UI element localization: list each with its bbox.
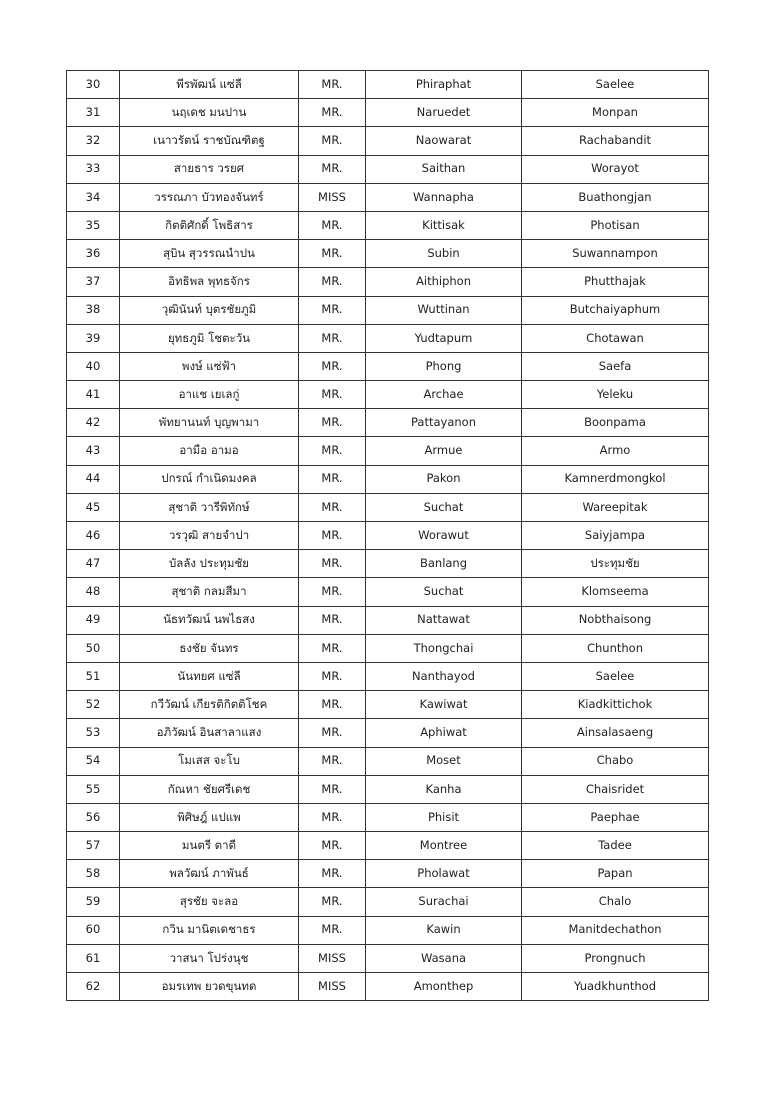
table-row	[67, 803, 709, 831]
thai-name-cell: สุชาติ วารีพิทักษ์	[120, 493, 299, 521]
table-row	[67, 127, 709, 155]
title-prefix-cell: MISS	[299, 944, 366, 972]
first-name-cell: Banlang	[366, 550, 522, 578]
last-name-cell: Suwannampon	[522, 240, 709, 268]
thai-name-cell: บัลลัง ประทุมชัย	[120, 550, 299, 578]
first-name-cell: Kawin	[366, 916, 522, 944]
thai-name-cell: นัธทวัฒน์ นพไธสง	[120, 606, 299, 634]
table-row	[67, 71, 709, 99]
row-number-cell: 38	[67, 296, 120, 324]
first-name-cell: Kanha	[366, 775, 522, 803]
first-name-cell: Phong	[366, 352, 522, 380]
title-prefix-cell: MR.	[299, 747, 366, 775]
first-name-cell: Wasana	[366, 944, 522, 972]
thai-name-cell: มนตรี ตาดี	[120, 832, 299, 860]
last-name-cell: Wareepitak	[522, 493, 709, 521]
last-name-cell: Buathongjan	[522, 183, 709, 211]
last-name-cell: Rachabandit	[522, 127, 709, 155]
last-name-cell: Ainsalasaeng	[522, 719, 709, 747]
table-row	[67, 409, 709, 437]
first-name-cell: Naowarat	[366, 127, 522, 155]
table-row	[67, 944, 709, 972]
last-name-cell: Kamnerdmongkol	[522, 465, 709, 493]
last-name-cell: Klomseema	[522, 578, 709, 606]
row-number-cell: 50	[67, 634, 120, 662]
title-prefix-cell: MISS	[299, 183, 366, 211]
row-number-cell: 31	[67, 99, 120, 127]
row-number-cell: 41	[67, 381, 120, 409]
table-row	[67, 973, 709, 1001]
last-name-cell: Chalo	[522, 888, 709, 916]
thai-name-cell: สายธาร วรยศ	[120, 155, 299, 183]
title-prefix-cell: MR.	[299, 578, 366, 606]
table-row	[67, 832, 709, 860]
row-number-cell: 36	[67, 240, 120, 268]
thai-name-cell: วาสนา โปร่งนุช	[120, 944, 299, 972]
title-prefix-cell: MR.	[299, 71, 366, 99]
name-list-table	[66, 70, 709, 1001]
row-number-cell: 40	[67, 352, 120, 380]
first-name-cell: Suchat	[366, 493, 522, 521]
first-name-cell: Thongchai	[366, 634, 522, 662]
row-number-cell: 62	[67, 973, 120, 1001]
table-row	[67, 747, 709, 775]
row-number-cell: 52	[67, 691, 120, 719]
title-prefix-cell: MR.	[299, 719, 366, 747]
title-prefix-cell: MR.	[299, 99, 366, 127]
table-row	[67, 578, 709, 606]
thai-name-cell: อามือ อามอ	[120, 437, 299, 465]
title-prefix-cell: MR.	[299, 522, 366, 550]
first-name-cell: Nanthayod	[366, 662, 522, 690]
last-name-cell: Yeleku	[522, 381, 709, 409]
thai-name-cell: โมเสส จะโบ	[120, 747, 299, 775]
title-prefix-cell: MR.	[299, 268, 366, 296]
last-name-cell: Papan	[522, 860, 709, 888]
first-name-cell: Suchat	[366, 578, 522, 606]
table-row	[67, 916, 709, 944]
table-row	[67, 634, 709, 662]
last-name-cell: Worayot	[522, 155, 709, 183]
table-row	[67, 99, 709, 127]
first-name-cell: Pakon	[366, 465, 522, 493]
table-row	[67, 183, 709, 211]
table-row	[67, 268, 709, 296]
last-name-cell: Armo	[522, 437, 709, 465]
first-name-cell: Montree	[366, 832, 522, 860]
title-prefix-cell: MR.	[299, 493, 366, 521]
first-name-cell: Wuttinan	[366, 296, 522, 324]
table-row	[67, 662, 709, 690]
thai-name-cell: สุชาติ กลมสีมา	[120, 578, 299, 606]
last-name-cell: Monpan	[522, 99, 709, 127]
thai-name-cell: สุรชัย จะลอ	[120, 888, 299, 916]
first-name-cell: Surachai	[366, 888, 522, 916]
title-prefix-cell: MR.	[299, 437, 366, 465]
table-row	[67, 606, 709, 634]
title-prefix-cell: MR.	[299, 324, 366, 352]
row-number-cell: 53	[67, 719, 120, 747]
last-name-cell: Nobthaisong	[522, 606, 709, 634]
row-number-cell: 34	[67, 183, 120, 211]
thai-name-cell: ปกรณ์ กำเนิดมงคล	[120, 465, 299, 493]
table-row	[67, 550, 709, 578]
thai-name-cell: กวีวัฒน์ เกียรติกิตติโชค	[120, 691, 299, 719]
title-prefix-cell: MR.	[299, 888, 366, 916]
thai-name-cell: พัทยานนท์ บุญพามา	[120, 409, 299, 437]
title-prefix-cell: MR.	[299, 634, 366, 662]
first-name-cell: Kawiwat	[366, 691, 522, 719]
last-name-cell: Manitdechathon	[522, 916, 709, 944]
thai-name-cell: พงษ์ แซ่ฟ้า	[120, 352, 299, 380]
table-row	[67, 296, 709, 324]
title-prefix-cell: MR.	[299, 916, 366, 944]
first-name-cell: Aithiphon	[366, 268, 522, 296]
last-name-cell: Chunthon	[522, 634, 709, 662]
first-name-cell: Archae	[366, 381, 522, 409]
row-number-cell: 44	[67, 465, 120, 493]
thai-name-cell: พลวัฒน์ ภาพันธ์	[120, 860, 299, 888]
last-name-cell: Kiadkittichok	[522, 691, 709, 719]
row-number-cell: 58	[67, 860, 120, 888]
row-number-cell: 59	[67, 888, 120, 916]
table-row	[67, 352, 709, 380]
title-prefix-cell: MR.	[299, 211, 366, 239]
title-prefix-cell: MR.	[299, 409, 366, 437]
row-number-cell: 39	[67, 324, 120, 352]
row-number-cell: 48	[67, 578, 120, 606]
table-row	[67, 775, 709, 803]
first-name-cell: Wannapha	[366, 183, 522, 211]
row-number-cell: 42	[67, 409, 120, 437]
thai-name-cell: กวิน มานิตเดชาธร	[120, 916, 299, 944]
row-number-cell: 32	[67, 127, 120, 155]
table-row	[67, 493, 709, 521]
thai-name-cell: อิทธิพล พุทธจักร	[120, 268, 299, 296]
thai-name-cell: อภิวัฒน์ อินสาลาแสง	[120, 719, 299, 747]
table-row	[67, 381, 709, 409]
row-number-cell: 47	[67, 550, 120, 578]
title-prefix-cell: MR.	[299, 381, 366, 409]
last-name-cell: Yuadkhunthod	[522, 973, 709, 1001]
title-prefix-cell: MR.	[299, 127, 366, 155]
last-name-cell: Saiyjampa	[522, 522, 709, 550]
row-number-cell: 30	[67, 71, 120, 99]
first-name-cell: Saithan	[366, 155, 522, 183]
row-number-cell: 55	[67, 775, 120, 803]
title-prefix-cell: MR.	[299, 352, 366, 380]
last-name-cell: Phutthajak	[522, 268, 709, 296]
last-name-cell: Saelee	[522, 662, 709, 690]
first-name-cell: Moset	[366, 747, 522, 775]
row-number-cell: 56	[67, 803, 120, 831]
first-name-cell: Worawut	[366, 522, 522, 550]
table-row	[67, 211, 709, 239]
last-name-cell: Boonpama	[522, 409, 709, 437]
title-prefix-cell: MR.	[299, 550, 366, 578]
last-name-cell: Butchaiyaphum	[522, 296, 709, 324]
row-number-cell: 57	[67, 832, 120, 860]
table-row	[67, 522, 709, 550]
table-row	[67, 465, 709, 493]
last-name-cell: Photisan	[522, 211, 709, 239]
thai-name-cell: ธงชัย จันทร	[120, 634, 299, 662]
row-number-cell: 60	[67, 916, 120, 944]
last-name-cell: Tadee	[522, 832, 709, 860]
last-name-cell: Prongnuch	[522, 944, 709, 972]
thai-name-cell: นันทยศ แซ่ลี	[120, 662, 299, 690]
thai-name-cell: อมรเทพ ยวดขุนทด	[120, 973, 299, 1001]
first-name-cell: Pattayanon	[366, 409, 522, 437]
table-row	[67, 437, 709, 465]
first-name-cell: Subin	[366, 240, 522, 268]
thai-name-cell: กิตติศักดิ์ โพธิสาร	[120, 211, 299, 239]
title-prefix-cell: MR.	[299, 860, 366, 888]
table-row	[67, 240, 709, 268]
first-name-cell: Pholawat	[366, 860, 522, 888]
last-name-cell: Chaisridet	[522, 775, 709, 803]
title-prefix-cell: MR.	[299, 803, 366, 831]
thai-name-cell: วรวุฒิ สายจำปา	[120, 522, 299, 550]
row-number-cell: 33	[67, 155, 120, 183]
last-name-cell: Saefa	[522, 352, 709, 380]
table-body	[67, 71, 709, 1001]
last-name-cell: Chotawan	[522, 324, 709, 352]
thai-name-cell: พิศิษฎ์ แปแพ	[120, 803, 299, 831]
table-row	[67, 691, 709, 719]
title-prefix-cell: MR.	[299, 155, 366, 183]
title-prefix-cell: MR.	[299, 606, 366, 634]
title-prefix-cell: MR.	[299, 832, 366, 860]
first-name-cell: Kittisak	[366, 211, 522, 239]
row-number-cell: 35	[67, 211, 120, 239]
last-name-cell: Paephae	[522, 803, 709, 831]
thai-name-cell: อาแช เยเลกู่	[120, 381, 299, 409]
thai-name-cell: เนาวรัตน์ ราชบัณฑิตฐ	[120, 127, 299, 155]
row-number-cell: 49	[67, 606, 120, 634]
table-row	[67, 324, 709, 352]
thai-name-cell: กัณหา ชัยศรีเดช	[120, 775, 299, 803]
thai-name-cell: นฤเดช มนปาน	[120, 99, 299, 127]
table-row	[67, 719, 709, 747]
title-prefix-cell: MISS	[299, 973, 366, 1001]
row-number-cell: 54	[67, 747, 120, 775]
title-prefix-cell: MR.	[299, 296, 366, 324]
row-number-cell: 61	[67, 944, 120, 972]
first-name-cell: Naruedet	[366, 99, 522, 127]
title-prefix-cell: MR.	[299, 240, 366, 268]
title-prefix-cell: MR.	[299, 691, 366, 719]
first-name-cell: Phiraphat	[366, 71, 522, 99]
row-number-cell: 37	[67, 268, 120, 296]
thai-name-cell: วรรณภา บัวทองจันทร์	[120, 183, 299, 211]
row-number-cell: 45	[67, 493, 120, 521]
thai-name-cell: สุบิน สุวรรณนำปน	[120, 240, 299, 268]
thai-name-cell: วุฒินันท์ บุตรชัยภูมิ	[120, 296, 299, 324]
title-prefix-cell: MR.	[299, 465, 366, 493]
last-name-cell: Chabo	[522, 747, 709, 775]
first-name-cell: Aphiwat	[366, 719, 522, 747]
table-row	[67, 860, 709, 888]
first-name-cell: Nattawat	[366, 606, 522, 634]
first-name-cell: Armue	[366, 437, 522, 465]
first-name-cell: Amonthep	[366, 973, 522, 1001]
first-name-cell: Yudtapum	[366, 324, 522, 352]
first-name-cell: Phisit	[366, 803, 522, 831]
thai-name-cell: พีรพัฒน์ แซ่ลี	[120, 71, 299, 99]
row-number-cell: 51	[67, 662, 120, 690]
title-prefix-cell: MR.	[299, 662, 366, 690]
table-row	[67, 888, 709, 916]
last-name-cell: ประทุมชัย	[522, 550, 709, 578]
last-name-cell: Saelee	[522, 71, 709, 99]
title-prefix-cell: MR.	[299, 775, 366, 803]
thai-name-cell: ยุทธภูมิ โชตะวัน	[120, 324, 299, 352]
table-row	[67, 155, 709, 183]
row-number-cell: 43	[67, 437, 120, 465]
row-number-cell: 46	[67, 522, 120, 550]
